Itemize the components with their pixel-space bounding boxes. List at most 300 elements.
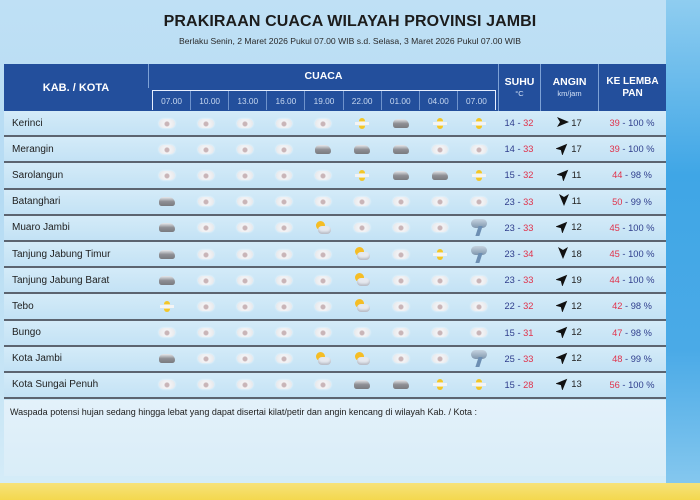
time-slot: 19.00 bbox=[304, 91, 342, 110]
weather-cell bbox=[265, 242, 304, 266]
temp-min: 15 bbox=[504, 327, 515, 338]
temp-max: 34 bbox=[523, 249, 534, 260]
weather-cell bbox=[148, 268, 187, 292]
cloudy-icon bbox=[198, 250, 214, 259]
weather-cell bbox=[342, 242, 381, 266]
weather-cell bbox=[459, 216, 498, 240]
weather-cell bbox=[265, 294, 304, 318]
cloudy-icon bbox=[237, 276, 253, 285]
wind bbox=[540, 167, 598, 184]
humidity-label-line1: KE LEMBA bbox=[606, 75, 659, 87]
time-slot: 07.00 bbox=[457, 91, 495, 110]
weather-icons bbox=[148, 137, 498, 161]
weather-cell bbox=[420, 216, 459, 240]
cloudy-icon bbox=[276, 171, 292, 180]
cloudy-icon bbox=[393, 197, 409, 206]
cloudy-icon bbox=[198, 380, 214, 389]
cloudy-icon bbox=[432, 145, 448, 154]
forecast-table bbox=[4, 64, 666, 399]
wind-speed: 13 bbox=[571, 379, 582, 391]
weather-cell bbox=[148, 321, 187, 345]
cloudy-icon bbox=[276, 197, 292, 206]
cloudy-icon bbox=[276, 145, 292, 154]
wind-speed: 12 bbox=[571, 327, 582, 339]
weather-cell bbox=[304, 137, 343, 161]
time-slots bbox=[152, 90, 496, 110]
weather-cell bbox=[342, 111, 381, 135]
humidity-range: 45 - 100 % bbox=[609, 249, 655, 260]
temperature-range: 23 - 33 bbox=[504, 222, 534, 233]
column-header-humidity bbox=[598, 64, 666, 111]
overcast-icon bbox=[393, 380, 409, 389]
cloudy-icon bbox=[159, 380, 175, 389]
time-slot: 13.00 bbox=[228, 91, 266, 110]
partly-cloudy-icon bbox=[315, 352, 331, 366]
humidity-max: 100 % bbox=[628, 275, 655, 286]
weather-cell bbox=[304, 111, 343, 135]
humidity-max: 100 % bbox=[628, 222, 655, 233]
humidity-range: 47 - 98 % bbox=[612, 327, 652, 338]
table-row bbox=[4, 137, 666, 163]
cloudy-icon bbox=[393, 223, 409, 232]
cloudy-icon bbox=[432, 328, 448, 337]
cloudy-icon bbox=[471, 145, 487, 154]
humidity-range: 48 - 99 % bbox=[612, 353, 652, 364]
cloudy-icon bbox=[315, 328, 331, 337]
table-row bbox=[4, 321, 666, 347]
temp-min: 23 bbox=[504, 249, 515, 260]
wind-direction-arrow-icon bbox=[556, 376, 570, 393]
humidity-max: 98 % bbox=[630, 170, 652, 181]
temp-min: 25 bbox=[504, 353, 515, 364]
haze-icon bbox=[160, 301, 174, 312]
weather-cell bbox=[381, 242, 420, 266]
weather-cell bbox=[304, 216, 343, 240]
cloudy-icon bbox=[315, 197, 331, 206]
cloudy-icon bbox=[393, 354, 409, 363]
overcast-icon bbox=[432, 171, 448, 180]
humidity-range: 39 - 100 % bbox=[609, 144, 655, 155]
cloudy-icon bbox=[393, 276, 409, 285]
weather-cell bbox=[459, 163, 498, 187]
cloudy-icon bbox=[393, 250, 409, 259]
weather-cell bbox=[304, 268, 343, 292]
temp-min: 14 bbox=[504, 144, 515, 155]
humidity-max: 100 % bbox=[628, 144, 655, 155]
cloudy-icon bbox=[237, 197, 253, 206]
weather-cell bbox=[226, 163, 265, 187]
weather-cell bbox=[265, 163, 304, 187]
weather-cell bbox=[226, 268, 265, 292]
cloudy-icon bbox=[237, 171, 253, 180]
cloudy-icon bbox=[159, 328, 175, 337]
table-row bbox=[4, 216, 666, 242]
temperature-range: 23 - 33 bbox=[504, 196, 534, 207]
warning-note-text: Waspada potensi hujan sedang hingga lebat yang dapat disertai kilat/petir dan angin kencang di wilayah Kab. / Kota : bbox=[10, 407, 477, 417]
temp-max: 33 bbox=[523, 353, 534, 364]
cloudy-icon bbox=[393, 302, 409, 311]
wind-speed: 11 bbox=[571, 169, 582, 181]
weather-icons bbox=[148, 111, 498, 135]
table-row bbox=[4, 268, 666, 294]
overcast-icon bbox=[393, 145, 409, 154]
partly-cloudy-icon bbox=[354, 247, 370, 261]
cloudy-icon bbox=[237, 145, 253, 154]
cloudy-icon bbox=[237, 250, 253, 259]
cloudy-icon bbox=[276, 302, 292, 311]
cloudy-icon bbox=[315, 250, 331, 259]
weather-cell bbox=[187, 137, 226, 161]
weather-cell bbox=[459, 347, 498, 371]
humidity-min: 56 bbox=[609, 379, 620, 390]
time-slot: 10.00 bbox=[190, 91, 228, 110]
weather-cell bbox=[148, 294, 187, 318]
temp-min: 15 bbox=[504, 379, 515, 390]
weather-cell bbox=[342, 347, 381, 371]
weather-cell bbox=[342, 190, 381, 214]
weather-cell bbox=[459, 321, 498, 345]
wind-speed: 12 bbox=[571, 353, 582, 365]
weather-cell bbox=[226, 347, 265, 371]
weather-cell bbox=[265, 137, 304, 161]
cloudy-icon bbox=[432, 354, 448, 363]
column-header-region bbox=[4, 64, 148, 111]
table-row bbox=[4, 111, 666, 137]
region-name: Kerinci bbox=[12, 117, 43, 129]
cloudy-icon bbox=[315, 119, 331, 128]
weather-cell bbox=[187, 242, 226, 266]
wind-speed: 12 bbox=[571, 222, 582, 234]
partly-cloudy-icon bbox=[354, 352, 370, 366]
weather-cell bbox=[420, 373, 459, 397]
weather-cell bbox=[381, 216, 420, 240]
weather-cell bbox=[265, 321, 304, 345]
temp-min: 15 bbox=[504, 170, 515, 181]
time-slot: 01.00 bbox=[381, 91, 419, 110]
time-slot: 04.00 bbox=[419, 91, 457, 110]
weather-cell bbox=[187, 163, 226, 187]
weather-cell bbox=[148, 163, 187, 187]
cloudy-icon bbox=[315, 302, 331, 311]
temp-max: 33 bbox=[523, 196, 534, 207]
humidity-min: 45 bbox=[609, 222, 620, 233]
wind bbox=[540, 272, 598, 289]
wind-direction-arrow-icon bbox=[556, 324, 570, 341]
temp-max: 28 bbox=[523, 379, 534, 390]
temp-max: 32 bbox=[523, 170, 534, 181]
haze-icon bbox=[433, 379, 447, 390]
cloudy-icon bbox=[198, 223, 214, 232]
wind bbox=[540, 219, 598, 236]
weather-cell bbox=[226, 294, 265, 318]
column-header-temperature bbox=[498, 64, 540, 111]
wind-speed: 17 bbox=[571, 143, 582, 155]
temperature-range: 25 - 33 bbox=[504, 353, 534, 364]
temp-max: 31 bbox=[523, 327, 534, 338]
overcast-icon bbox=[159, 250, 175, 259]
weather-cell bbox=[459, 190, 498, 214]
weather-cell bbox=[342, 216, 381, 240]
humidity-range: 56 - 100 % bbox=[609, 379, 655, 390]
overcast-icon bbox=[159, 197, 175, 206]
partly-cloudy-icon bbox=[354, 273, 370, 287]
weather-cell bbox=[342, 137, 381, 161]
weather-cell bbox=[187, 111, 226, 135]
partly-cloudy-icon bbox=[354, 299, 370, 313]
humidity-range: 44 - 98 % bbox=[612, 170, 652, 181]
humidity-min: 42 bbox=[612, 301, 623, 312]
humidity-min: 50 bbox=[612, 196, 623, 207]
haze-icon bbox=[433, 118, 447, 129]
humidity-range: 44 - 100 % bbox=[609, 275, 655, 286]
overcast-icon bbox=[159, 354, 175, 363]
region-name: Muaro Jambi bbox=[12, 222, 70, 234]
overcast-icon bbox=[315, 145, 331, 154]
weather-cell bbox=[304, 373, 343, 397]
cloudy-icon bbox=[237, 380, 253, 389]
wind bbox=[540, 376, 598, 393]
decorative-bottom-band bbox=[0, 483, 700, 500]
time-slot: 22.00 bbox=[343, 91, 381, 110]
weather-cell bbox=[226, 137, 265, 161]
weather-cell bbox=[304, 163, 343, 187]
weather-cell bbox=[381, 268, 420, 292]
weather-cell bbox=[420, 137, 459, 161]
overcast-icon bbox=[393, 119, 409, 128]
region-name: Tebo bbox=[12, 300, 34, 312]
temp-max: 33 bbox=[523, 144, 534, 155]
cloudy-icon bbox=[354, 328, 370, 337]
cloudy-icon bbox=[237, 119, 253, 128]
weather-cell bbox=[226, 242, 265, 266]
weather-cell bbox=[187, 190, 226, 214]
humidity-max: 98 % bbox=[630, 327, 652, 338]
weather-cell bbox=[381, 294, 420, 318]
humidity-max: 100 % bbox=[628, 118, 655, 129]
wind-direction-arrow-icon bbox=[557, 193, 571, 210]
weather-cell bbox=[187, 268, 226, 292]
cloudy-icon bbox=[354, 197, 370, 206]
wind-speed: 19 bbox=[571, 274, 582, 286]
cloudy-icon bbox=[237, 223, 253, 232]
weather-cell bbox=[265, 268, 304, 292]
cloudy-icon bbox=[198, 302, 214, 311]
table-row bbox=[4, 347, 666, 373]
weather-cell bbox=[381, 190, 420, 214]
weather-cell bbox=[304, 190, 343, 214]
region-name: Merangin bbox=[12, 143, 54, 155]
cloudy-icon bbox=[198, 171, 214, 180]
weather-cell bbox=[148, 242, 187, 266]
weather-cell bbox=[420, 242, 459, 266]
weather-cell bbox=[226, 111, 265, 135]
wind bbox=[540, 193, 598, 210]
cloudy-icon bbox=[276, 328, 292, 337]
weather-cell bbox=[420, 294, 459, 318]
cloudy-icon bbox=[471, 328, 487, 337]
cloudy-icon bbox=[315, 171, 331, 180]
humidity-min: 44 bbox=[609, 275, 620, 286]
weather-cell bbox=[148, 111, 187, 135]
validity-period: Berlaku Senin, 2 Maret 2026 Pukul 07.00 WIB s.d. Selasa, 3 Maret 2026 Pukul 07.00 WIB bbox=[178, 36, 522, 46]
weather-cell bbox=[304, 347, 343, 371]
thunderstorm-icon bbox=[471, 246, 487, 263]
column-header-region-label: KAB. / KOTA bbox=[42, 81, 110, 94]
wind-direction-arrow-icon bbox=[556, 246, 570, 263]
haze-icon bbox=[472, 118, 486, 129]
cloudy-icon bbox=[198, 119, 214, 128]
wind-direction-arrow-icon bbox=[556, 219, 570, 236]
wind-speed: 11 bbox=[571, 196, 582, 208]
weather-cell bbox=[226, 190, 265, 214]
cloudy-icon bbox=[432, 197, 448, 206]
wind bbox=[540, 350, 598, 367]
wind-direction-arrow-icon bbox=[556, 141, 570, 158]
temp-min: 14 bbox=[504, 118, 515, 129]
weather-cell bbox=[420, 190, 459, 214]
weather-cell bbox=[265, 347, 304, 371]
weather-cell bbox=[265, 216, 304, 240]
weather-cell bbox=[342, 321, 381, 345]
humidity-min: 44 bbox=[612, 170, 623, 181]
humidity-max: 99 % bbox=[630, 196, 652, 207]
cloudy-icon bbox=[159, 119, 175, 128]
partly-cloudy-icon bbox=[315, 221, 331, 235]
region-name: Bungo bbox=[12, 327, 41, 339]
wind bbox=[540, 246, 598, 263]
wind-unit: km/jam bbox=[557, 88, 582, 98]
region-name: Tanjung Jabung Timur bbox=[12, 248, 111, 260]
weather-cell bbox=[187, 373, 226, 397]
region-name: Sarolangun bbox=[12, 169, 64, 181]
column-header-weather: CUACA bbox=[148, 64, 498, 88]
humidity-min: 48 bbox=[612, 353, 623, 364]
table-header bbox=[4, 64, 666, 111]
weather-cell bbox=[226, 216, 265, 240]
cloudy-icon bbox=[198, 276, 214, 285]
overcast-icon bbox=[159, 276, 175, 285]
wind-direction-arrow-icon bbox=[556, 115, 570, 132]
humidity-label-line2: PAN bbox=[622, 87, 643, 99]
cloudy-icon bbox=[237, 328, 253, 337]
temp-max: 33 bbox=[523, 275, 534, 286]
table-row bbox=[4, 242, 666, 268]
humidity-max: 99 % bbox=[630, 353, 652, 364]
decorative-side-band bbox=[666, 0, 700, 500]
wind-speed: 17 bbox=[571, 117, 582, 129]
region-name: Tanjung Jabung Barat bbox=[12, 274, 110, 286]
cloudy-icon bbox=[276, 119, 292, 128]
cloudy-icon bbox=[276, 354, 292, 363]
cloudy-icon bbox=[276, 223, 292, 232]
cloudy-icon bbox=[237, 302, 253, 311]
weather-cell bbox=[459, 242, 498, 266]
temp-min: 23 bbox=[504, 275, 515, 286]
temp-min: 22 bbox=[504, 301, 515, 312]
wind bbox=[540, 324, 598, 341]
cloudy-icon bbox=[315, 380, 331, 389]
weather-cell bbox=[304, 242, 343, 266]
temperature-range: 14 - 33 bbox=[504, 144, 534, 155]
thunderstorm-icon bbox=[471, 219, 487, 236]
humidity-max: 98 % bbox=[630, 301, 652, 312]
humidity-max: 100 % bbox=[628, 249, 655, 260]
humidity-range: 50 - 99 % bbox=[612, 196, 652, 207]
temperature-range: 22 - 32 bbox=[504, 301, 534, 312]
overcast-icon bbox=[354, 380, 370, 389]
weather-cell bbox=[187, 347, 226, 371]
weather-icons bbox=[148, 242, 498, 266]
weather-cell bbox=[148, 216, 187, 240]
weather-cell bbox=[304, 294, 343, 318]
weather-cell bbox=[459, 294, 498, 318]
region-name: Kota Sungai Penuh bbox=[12, 379, 99, 391]
weather-cell bbox=[420, 268, 459, 292]
weather-icons bbox=[148, 268, 498, 292]
weather-cell bbox=[420, 111, 459, 135]
table-row bbox=[4, 294, 666, 320]
cloudy-icon bbox=[276, 276, 292, 285]
weather-icons bbox=[148, 347, 498, 371]
haze-icon bbox=[355, 118, 369, 129]
haze-icon bbox=[355, 170, 369, 181]
cloudy-icon bbox=[432, 302, 448, 311]
wind bbox=[540, 115, 598, 132]
wind-direction-arrow-icon bbox=[556, 272, 570, 289]
weather-cell bbox=[381, 321, 420, 345]
temp-max: 32 bbox=[523, 301, 534, 312]
humidity-range: 45 - 100 % bbox=[609, 222, 655, 233]
weather-cell bbox=[342, 373, 381, 397]
cloudy-icon bbox=[276, 380, 292, 389]
wind-direction-arrow-icon bbox=[556, 298, 570, 315]
weather-cell bbox=[148, 347, 187, 371]
table-row bbox=[4, 163, 666, 189]
temperature-range: 14 - 32 bbox=[504, 118, 534, 129]
cloudy-icon bbox=[198, 197, 214, 206]
wind-label: ANGIN bbox=[552, 75, 587, 88]
time-slot: 07.00 bbox=[161, 95, 182, 106]
haze-icon bbox=[433, 249, 447, 260]
warning-note bbox=[4, 400, 666, 476]
humidity-min: 39 bbox=[609, 144, 620, 155]
temp-min: 23 bbox=[504, 196, 515, 207]
weather-cell bbox=[459, 111, 498, 135]
weather-cell bbox=[420, 163, 459, 187]
page-title: PRAKIRAAN CUACA WILAYAH PROVINSI JAMBI bbox=[163, 13, 537, 30]
temperature-range: 15 - 32 bbox=[504, 170, 534, 181]
weather-cell bbox=[459, 373, 498, 397]
temperature-range: 23 - 33 bbox=[504, 275, 534, 286]
weather-cell bbox=[226, 373, 265, 397]
cloudy-icon bbox=[159, 171, 175, 180]
humidity-min: 39 bbox=[609, 118, 620, 129]
overcast-icon bbox=[159, 223, 175, 232]
wind-speed: 18 bbox=[571, 248, 582, 260]
time-slot: 16.00 bbox=[266, 91, 304, 110]
temperature-range: 15 - 28 bbox=[504, 379, 534, 390]
weather-cell bbox=[187, 294, 226, 318]
haze-icon bbox=[472, 379, 486, 390]
weather-cell bbox=[342, 163, 381, 187]
weather-cell bbox=[381, 347, 420, 371]
table-row bbox=[4, 373, 666, 399]
table-body bbox=[4, 111, 666, 399]
temperature-unit: °C bbox=[515, 88, 524, 98]
region-name: Kota Jambi bbox=[12, 353, 63, 365]
cloudy-icon bbox=[198, 354, 214, 363]
weather-cell bbox=[381, 163, 420, 187]
